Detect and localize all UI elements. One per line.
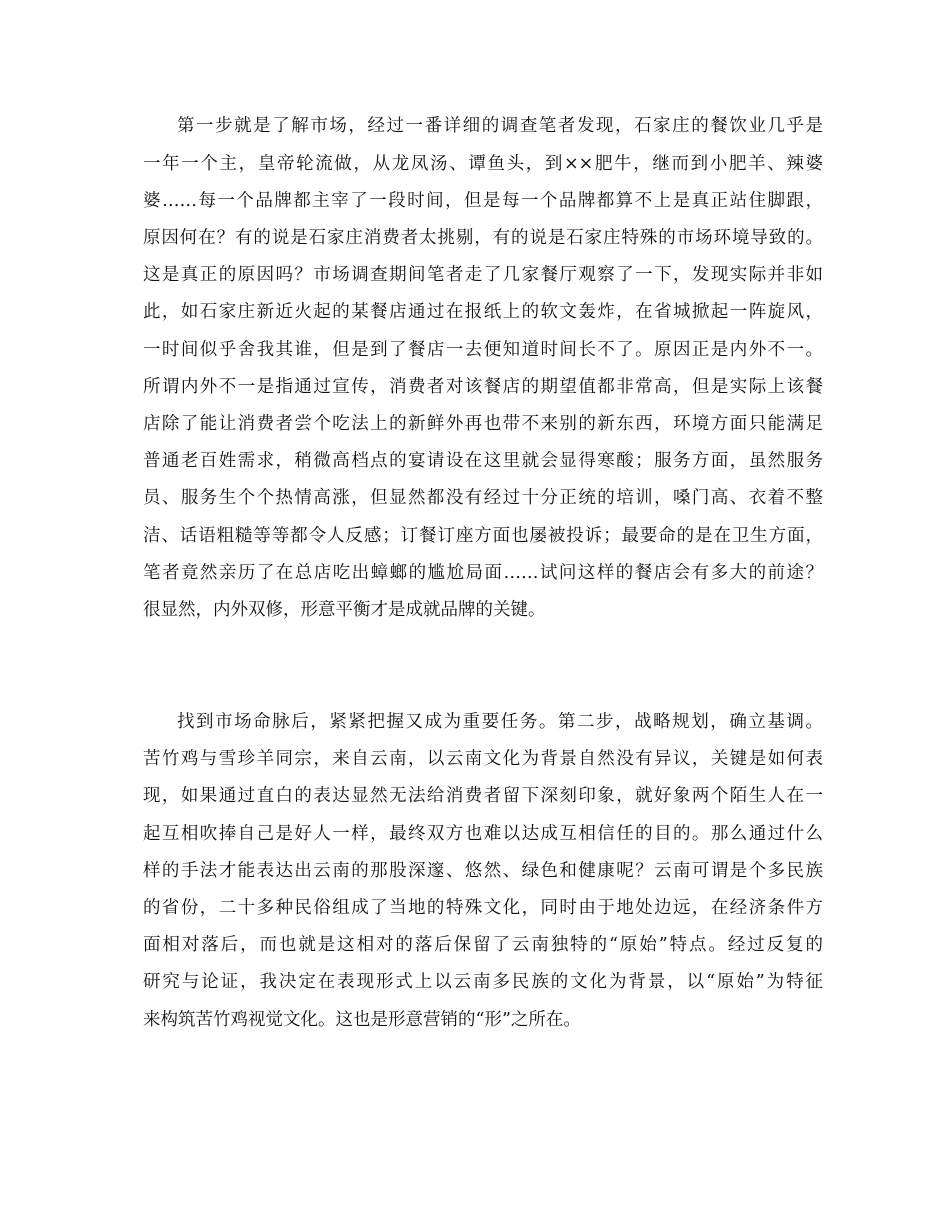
text-line: 洁、话语粗糙等等都令人反感；订餐订座方面也屡被投诉；最要命的是在卫生方面，	[143, 526, 823, 546]
text-line: 这是真正的原因吗？市场调查期间笔者走了几家餐厅观察了一下，发现实际并非如	[143, 265, 823, 285]
text-line: 样的手法才能表达出云南的那股深邃、悠然、绿色和健康呢？云南可谓是个多民族	[143, 861, 823, 881]
text-line: 来构筑苦竹鸡视觉文化。这也是形意营销的“形”之所在。	[143, 1010, 581, 1030]
text-line: 面相对落后，而也就是这相对的落后保留了云南独特的“原始”特点。经过反复的	[143, 935, 823, 955]
text-line: 第一步就是了解市场，经过一番详细的调查笔者发现，石家庄的餐饮业几乎是	[177, 116, 823, 136]
text-line: 此，如石家庄新近火起的某餐店通过在报纸上的软文轰炸，在省城掀起一阵旋风，	[143, 302, 823, 322]
text-line: 一年一个主，皇帝轮流做，从龙凤汤、谭鱼头，到××肥牛，继而到小肥羊、辣婆	[143, 154, 823, 174]
text-line: 找到市场命脉后，紧紧把握又成为重要任务。第二步，战略规划，确立基调。	[177, 712, 823, 732]
text-line: 婆……每一个品牌都主宰了一段时间，但是每一个品牌都算不上是真正站住脚跟，	[143, 191, 823, 211]
text-line: 研究与论证，我决定在表现形式上以云南多民族的文化为背景，以“原始”为特征	[143, 972, 823, 992]
text-line: 的省份，二十多种民俗组成了当地的特殊文化，同时由于地处边远，在经济条件方	[143, 898, 823, 918]
text-line: 现，如果通过直白的表达显然无法给消费者留下深刻印象，就好象两个陌生人在一	[143, 786, 823, 806]
text-line: 原因何在？有的说是石家庄消费者太挑剔，有的说是石家庄特殊的市场环境导致的。	[143, 228, 823, 248]
text-line: 起互相吹捧自己是好人一样，最终双方也难以达成互相信任的目的。那么通过什么	[143, 824, 823, 844]
text-line: 很显然，内外双修，形意平衡才是成就品牌的关键。	[143, 600, 546, 620]
text-line: 一时间似乎舍我其谁，但是到了餐店一去便知道时间长不了。原因正是内外不一。	[143, 340, 823, 360]
text-line: 普通老百姓需求，稍微高档点的宴请设在这里就会显得寒酸；服务方面，虽然服务	[143, 451, 823, 471]
text-line: 店除了能让消费者尝个吃法上的新鲜外再也带不来别的新东西，环境方面只能满足	[143, 414, 823, 434]
text-line: 员、服务生个个热情高涨，但显然都没有经过十分正统的培训，嗓门高、衣着不整	[143, 488, 823, 508]
text-line: 苦竹鸡与雪珍羊同宗，来自云南，以云南文化为背景自然没有异议，关键是如何表	[143, 749, 823, 769]
text-line: 所谓内外不一是指通过宣传，消费者对该餐店的期望值都非常高，但是实际上该餐	[143, 377, 823, 397]
text-line: 笔者竟然亲历了在总店吃出蟑螂的尴尬局面……试问这样的餐店会有多大的前途？	[143, 563, 823, 583]
